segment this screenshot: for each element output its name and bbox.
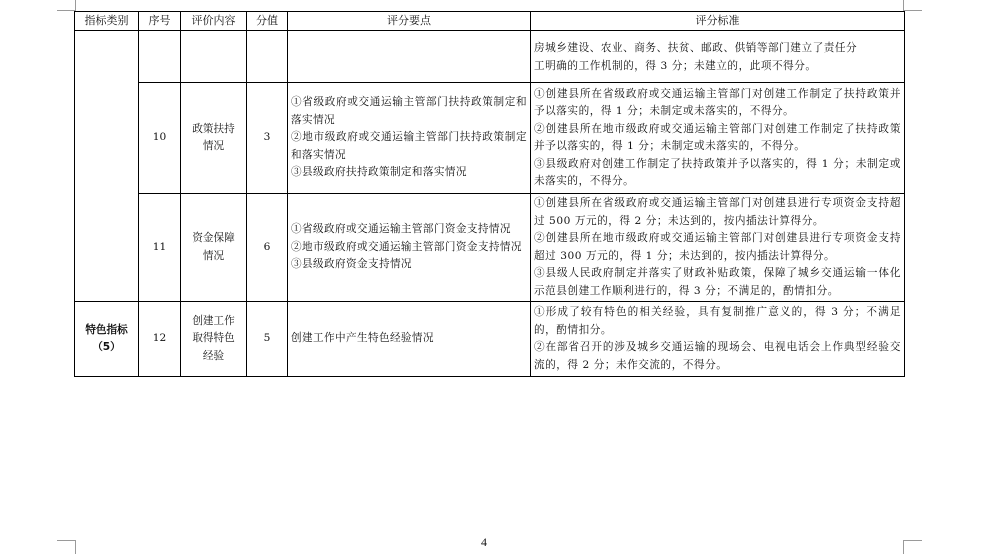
header-content: 评价内容 — [181, 12, 247, 31]
criteria-cell — [531, 302, 905, 377]
criteria-line: ②创建县所在地市级政府或交通运输主管部门对创建县进行专项资金支持超过 300 万元的，得 1 分；未达到的，按内插法计算得分。 — [534, 232, 901, 262]
criteria-line: ③县级人民政府制定并落实了财政补贴政策，保障了城乡交通运输一体化示范县创建工作顺利进行的，得 3 分；不满足的，酌情扣分。 — [534, 267, 901, 297]
points-cell — [288, 194, 531, 302]
criteria-line: ①创建县所在省级政府或交通运输主管部门对创建工作制定了扶持政策并予以落实的，得 1 分；未制定或未落实的，不得分。 — [534, 87, 901, 117]
table-row — [75, 194, 905, 302]
table-row — [75, 31, 905, 83]
header-points: 评分要点 — [288, 12, 531, 31]
criteria-line: ①形成了较有特色的相关经验，具有复制推广意义的，得 3 分；不满足的，酌情扣分。 — [534, 306, 901, 336]
content-cell — [181, 31, 247, 83]
category-cell — [75, 31, 139, 302]
criteria-cell — [531, 31, 905, 83]
table-row — [75, 83, 905, 194]
criteria-line: ②在部省召开的涉及城乡交通运输的现场会、电视电话会上作典型经验交流的，得 2 分；未作交流的，不得分。 — [534, 341, 901, 371]
score-cell: 5 — [247, 302, 288, 377]
criteria-line: ①创建县所在省级政府或交通运输主管部门对创建县进行专项资金支持超过 500 万元的，得 2 分；未达到的，按内插法计算得分。 — [534, 197, 901, 227]
criteria-cell — [531, 194, 905, 302]
point-line: ③县级政府扶持政策制定和落实情况 — [291, 166, 467, 179]
score-cell — [247, 31, 288, 83]
header-score: 分值 — [247, 12, 288, 31]
content-cell: 资金保障情况 — [181, 194, 247, 302]
evaluation-table — [74, 11, 905, 377]
table-header-row — [75, 12, 905, 31]
table-row — [75, 302, 905, 377]
score-cell: 6 — [247, 194, 288, 302]
score-cell: 3 — [247, 83, 288, 194]
category-cell: 特色指标（5） — [75, 302, 139, 377]
content-cell: 政策扶持情况 — [181, 83, 247, 194]
point-line: ②地市级政府或交通运输主管部门资金支持情况 — [291, 240, 522, 253]
crop-mark-bottom-left — [57, 540, 76, 554]
number-cell: 12 — [139, 302, 181, 377]
content-cell: 创建工作取得特色经验 — [181, 302, 247, 377]
crop-mark-top-right — [903, 0, 922, 11]
criteria-line: 工明确的工作机制的，得 3 分；未建立的，此项不得分。 — [534, 59, 817, 72]
header-criteria: 评分标准 — [531, 12, 905, 31]
criteria-line: ③县级政府对创建工作制定了扶持政策并予以落实的，得 1 分；未制定或未落实的，不得分。 — [534, 157, 901, 187]
number-cell — [139, 31, 181, 83]
criteria-line: ②创建县所在地市级政府或交通运输主管部门对创建工作制定了扶持政策并予以落实的，得 1 分；未制定或未落实的，不得分。 — [534, 122, 901, 152]
points-cell — [288, 302, 531, 377]
header-category: 指标类别 — [75, 12, 139, 31]
point-line: ①省级政府或交通运输主管部门资金支持情况 — [291, 223, 511, 236]
point-line: ③县级政府资金支持情况 — [291, 258, 412, 271]
criteria-line: 房城乡建设、农业、商务、扶贫、邮政、供销等部门建立了责任分 — [534, 42, 858, 54]
criteria-cell — [531, 83, 905, 194]
number-cell: 10 — [139, 83, 181, 194]
page-number: 4 — [481, 535, 487, 549]
crop-mark-bottom-right — [903, 540, 922, 554]
points-cell — [288, 83, 531, 194]
point-line: ①省级政府或交通运输主管部门扶持政策制定和落实情况 — [291, 96, 527, 126]
point-line: 创建工作中产生特色经验情况 — [291, 332, 434, 345]
point-line: ②地市级政府或交通运输主管部门扶持政策制定和落实情况 — [291, 131, 527, 161]
crop-mark-top-left — [57, 0, 76, 11]
points-cell — [288, 31, 531, 83]
number-cell: 11 — [139, 194, 181, 302]
header-number: 序号 — [139, 12, 181, 31]
